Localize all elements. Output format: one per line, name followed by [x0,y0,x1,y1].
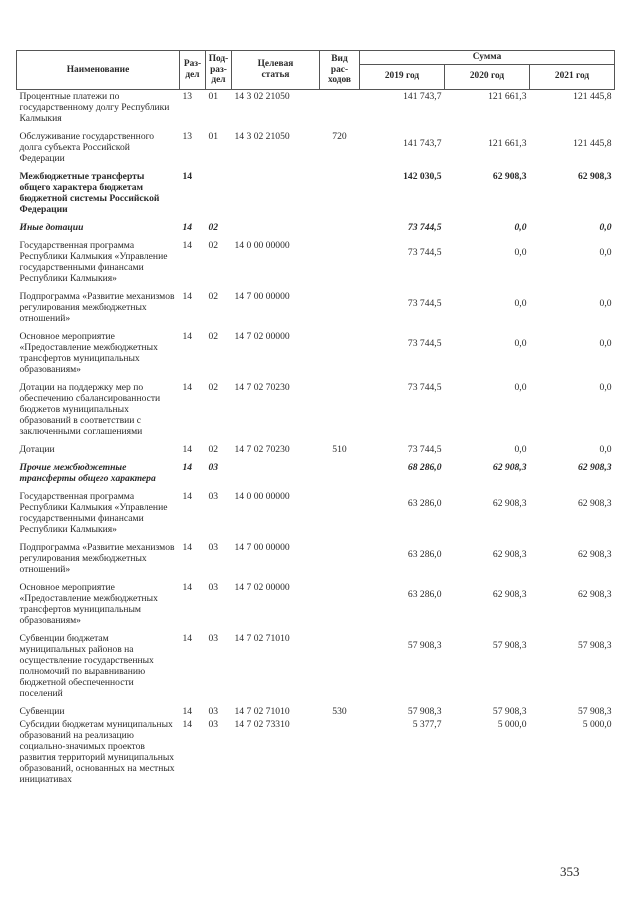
cell-name: Субсидии бюджетам муниципальных образований на реализацию социально-значимых проектов развития территорий муниципальных образований, основанных на местных инициативах [19,718,175,785]
cell-target-article [232,461,320,490]
cell-razdel: 14 [182,170,193,182]
header-csr: Целевая статья [232,51,320,90]
header-razdel: Раз- дел [180,51,206,90]
cell-target-article: 14 7 00 00000 [234,541,290,553]
cell-sum-2020: 0,0 [514,381,527,393]
header-podrazdel: Под- раз- дел [206,51,232,90]
header-name: Наименование [17,51,180,90]
cell-name: Подпрограмма «Развитие механизмов регулирования межбюджетных отношений» [19,541,175,575]
cell-razdel: 14 [182,541,193,553]
cell-name: Основное мероприятие «Предоставление межбюджетных трансфертов муниципальным образованиям» [19,581,158,626]
cell-sum-2020: 62 908,3 [492,461,527,473]
cell-podrazdel [206,170,232,221]
table-body [17,89,615,791]
cell-name: Основное мероприятие «Предоставление межбюджетных трансфертов муниципальных образованиям» [19,330,158,375]
cell-sum-2020: 5 000,0 [497,718,527,730]
cell-expense-type [320,381,360,443]
cell-sum-2021: 0,0 [599,246,612,258]
table-row [17,330,615,381]
table-row [17,221,615,239]
cell-expense-type [320,461,360,490]
cell-name: Государственная программа Республики Калмыкия «Управление государственными финансами Республики Калмыкия» [19,239,168,284]
cell-sum-2021: 0,0 [599,221,612,233]
cell-target-article: 14 3 02 21050 [234,130,290,142]
cell-sum-2021: 0,0 [599,381,612,393]
cell-sum-2021: 57 908,3 [577,639,612,651]
cell-sum-2021: 121 445,8 [573,90,612,102]
cell-sum-2020: 62 908,3 [492,170,527,182]
cell-name: Иные дотации [19,221,84,233]
cell-sum-2019: 73 744,5 [407,443,442,455]
table-row [17,381,615,443]
cell-target-article: 14 0 00 00000 [234,239,290,251]
cell-razdel: 14 [182,221,193,233]
cell-sum-2020: 121 661,3 [488,90,527,102]
cell-sum-2020: 0,0 [514,246,527,258]
cell-expense-type [320,330,360,381]
cell-target-article [232,170,320,221]
cell-expense-type [320,170,360,221]
cell-podrazdel: 03 [208,541,219,553]
table-row [17,490,615,541]
cell-expense-type [320,632,360,705]
cell-expense-type [320,581,360,632]
budget-table [16,50,615,791]
cell-podrazdel: 03 [208,461,219,473]
table-row [17,130,615,170]
table-row [17,541,615,581]
cell-expense-type: 510 [332,443,347,455]
cell-sum-2021: 5 000,0 [582,718,612,730]
cell-sum-2020: 62 908,3 [492,548,527,560]
cell-razdel: 14 [182,290,193,302]
cell-name: Субвенции [19,705,65,717]
cell-podrazdel: 01 [208,130,219,142]
cell-sum-2019: 73 744,5 [407,246,442,258]
cell-razdel: 14 [182,490,193,502]
cell-target-article: 14 7 02 00000 [234,330,290,342]
cell-podrazdel: 02 [208,443,219,455]
header-vid: Вид рас- ходов [320,51,360,90]
cell-podrazdel: 02 [208,290,219,302]
cell-sum-2019: 5 377,7 [412,718,442,730]
cell-razdel: 13 [182,130,193,142]
cell-sum-2021: 62 908,3 [577,588,612,600]
cell-target-article: 14 7 02 73310 [234,718,290,730]
cell-target-article: 14 7 02 70230 [234,443,290,455]
cell-expense-type: 720 [332,130,347,142]
cell-sum-2021: 62 908,3 [577,548,612,560]
cell-sum-2020: 57 908,3 [492,639,527,651]
cell-expense-type [320,239,360,290]
cell-target-article: 14 7 00 00000 [234,290,290,302]
cell-podrazdel: 03 [208,490,219,502]
cell-target-article: 14 7 02 00000 [234,581,290,593]
cell-name: Дотации [19,443,55,455]
cell-podrazdel: 02 [208,239,219,251]
table-row [17,718,615,791]
cell-podrazdel: 03 [208,581,219,593]
cell-razdel: 14 [182,705,193,717]
cell-podrazdel: 02 [208,381,219,393]
cell-sum-2021: 0,0 [599,297,612,309]
cell-podrazdel: 01 [208,90,219,102]
cell-sum-2019: 73 744,5 [407,221,442,233]
cell-sum-2020: 121 661,3 [488,137,527,149]
cell-razdel: 13 [182,90,193,102]
cell-name: Субвенции бюджетам муниципальных районов на осуществление государственных полномочий по выравниванию бюджетной обеспеченности поселений [19,632,154,699]
cell-sum-2019: 68 286,0 [407,461,442,473]
table-row [17,443,615,461]
table-row [17,239,615,290]
header-summa: Сумма [360,51,615,65]
cell-sum-2019: 73 744,5 [407,381,442,393]
cell-sum-2021: 57 908,3 [577,705,612,717]
cell-podrazdel: 03 [208,718,219,730]
cell-sum-2020: 57 908,3 [492,705,527,717]
cell-sum-2020: 0,0 [514,443,527,455]
cell-razdel: 14 [182,632,193,644]
cell-sum-2019: 63 286,0 [407,548,442,560]
cell-expense-type [320,718,360,791]
cell-razdel: 14 [182,581,193,593]
table-row [17,581,615,632]
cell-sum-2019: 63 286,0 [407,588,442,600]
cell-razdel: 14 [182,381,193,393]
cell-target-article [232,221,320,239]
cell-sum-2020: 62 908,3 [492,588,527,600]
cell-name: Обслуживание государственного долга субъекта Российской Федерации [19,130,155,164]
cell-sum-2019: 57 908,3 [407,639,442,651]
cell-sum-2020: 0,0 [514,297,527,309]
cell-target-article: 14 7 02 70230 [234,381,290,393]
cell-podrazdel: 02 [208,221,219,233]
header-year-2021: 2021 год [530,64,615,89]
cell-sum-2020: 0,0 [514,337,527,349]
cell-name: Процентные платежи по государственному долгу Республики Калмыкия [19,90,170,124]
cell-name: Прочие межбюджетные трансферты общего характера [19,461,156,484]
cell-razdel: 14 [182,443,193,455]
table-header [17,51,615,90]
cell-sum-2019: 141 743,7 [403,90,442,102]
cell-sum-2019: 63 286,0 [407,497,442,509]
cell-razdel: 14 [182,718,193,730]
table-row [17,705,615,718]
table-row [17,632,615,705]
table-row [17,89,615,130]
cell-sum-2020: 62 908,3 [492,497,527,509]
cell-sum-2021: 0,0 [599,337,612,349]
table-row [17,290,615,330]
cell-sum-2021: 121 445,8 [573,137,612,149]
cell-sum-2019: 142 030,5 [403,170,442,182]
header-year-2020: 2020 год [445,64,530,89]
cell-sum-2021: 62 908,3 [577,461,612,473]
cell-expense-type [320,290,360,330]
table-row [17,461,615,490]
cell-sum-2019: 141 743,7 [403,137,442,149]
header-year-2019: 2019 год [360,64,445,89]
cell-podrazdel: 03 [208,632,219,644]
cell-sum-2020: 0,0 [514,221,527,233]
cell-name: Подпрограмма «Развитие механизмов регулирования межбюджетных отношений» [19,290,175,324]
cell-name: Дотации на поддержку мер по обеспечению сбалансированности бюджетов муниципальных образований в соответствии с заключенными соглашениями [19,381,161,437]
table-row [17,170,615,221]
cell-expense-type [320,490,360,541]
cell-sum-2021: 0,0 [599,443,612,455]
cell-sum-2021: 62 908,3 [577,170,612,182]
cell-target-article: 14 7 02 71010 [234,705,290,717]
cell-podrazdel: 03 [208,705,219,717]
cell-razdel: 14 [182,330,193,342]
cell-name: Межбюджетные трансферты общего характера бюджетам бюджетной системы Российской Федерации [19,170,160,215]
cell-target-article: 14 0 00 00000 [234,490,290,502]
cell-sum-2019: 57 908,3 [407,705,442,717]
cell-name: Государственная программа Республики Калмыкия «Управление государственными финансами Республики Калмыкия» [19,490,168,535]
cell-expense-type [320,89,360,130]
cell-podrazdel: 02 [208,330,219,342]
cell-razdel: 14 [182,461,193,473]
cell-sum-2019: 73 744,5 [407,297,442,309]
page-number: 353 [560,864,580,879]
cell-razdel: 14 [182,239,193,251]
cell-expense-type [320,221,360,239]
cell-sum-2019: 73 744,5 [407,337,442,349]
cell-expense-type [320,541,360,581]
cell-target-article: 14 3 02 21050 [234,90,290,102]
cell-target-article: 14 7 02 71010 [234,632,290,644]
cell-expense-type: 530 [332,705,347,717]
cell-sum-2021: 62 908,3 [577,497,612,509]
